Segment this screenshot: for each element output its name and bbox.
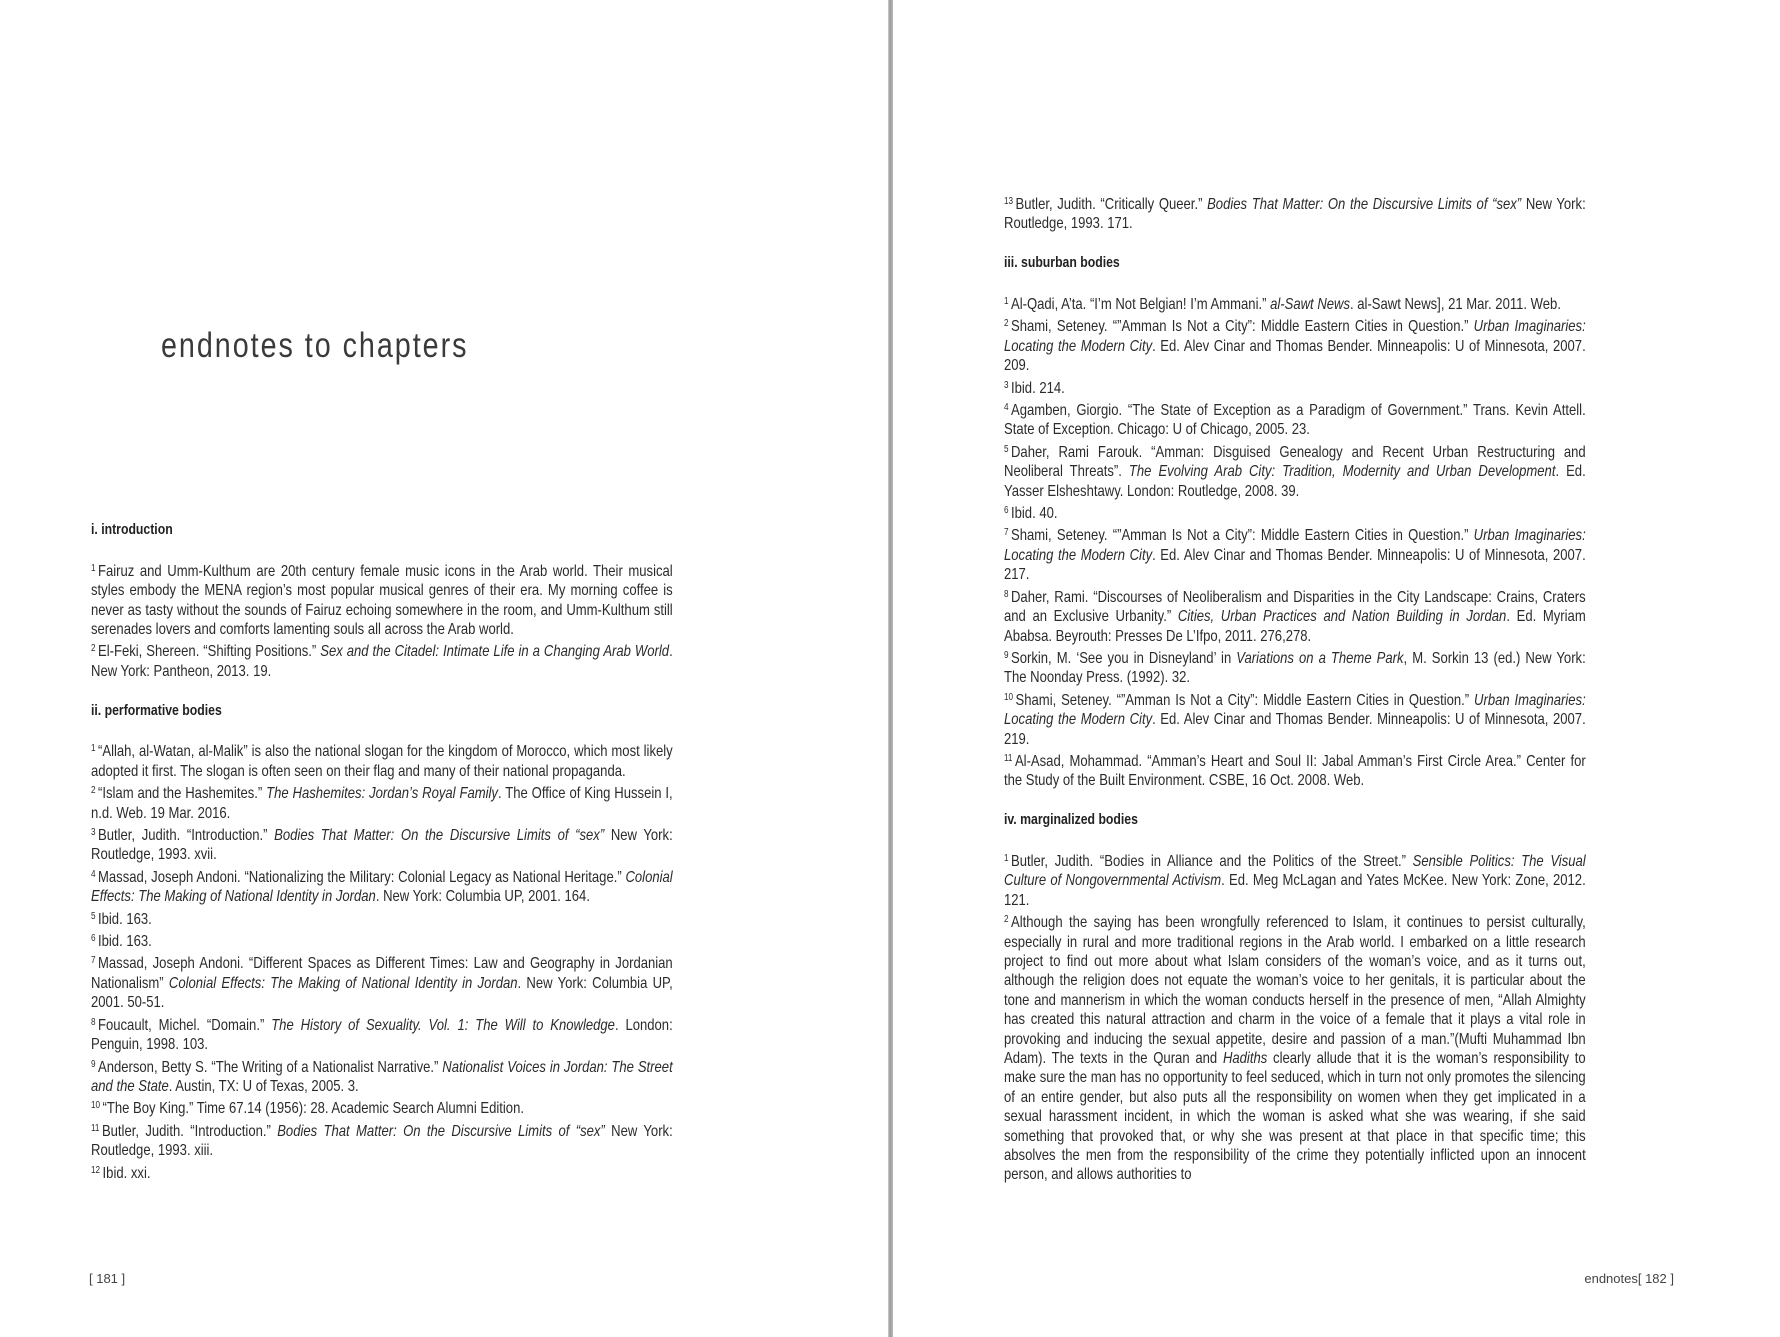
endnote [91,865,673,907]
endnote-text: New York: Routledge, 1993. 171. [1004,196,1586,233]
endnote [1004,523,1586,584]
endnote [91,951,673,1012]
endnote-number: 2 [91,785,96,797]
right-sections [1004,192,1586,1185]
endnote [91,1096,673,1118]
endnote [91,1013,673,1055]
endnote-number: 10 [91,1100,101,1112]
endnote [91,1161,673,1183]
endnote [91,1055,673,1097]
endnote-text: “Allah, al-Watan, al-Malik” is also the national slogan for the kingdom of Morocco, which most likely adopted it first. The slogan is often seen on their flag and many of their national propaganda. [91,743,673,780]
endnote-number: 1 [91,743,96,755]
endnote-title-italic: The Evolving Arab City: Tradition, Modernity and Urban Development [1128,463,1556,481]
endnote-number: 1 [1004,296,1009,307]
endnote-text: Butler, Judith. “Critically Queer.” [1015,196,1208,213]
endnote [91,639,673,681]
endnote-number: 8 [1004,588,1009,600]
endnote-number: 4 [91,868,96,880]
endnote-title-italic: Bodies That Matter: On the Discursive Limits of “sex” [277,1122,605,1140]
endnote-text: . Ed. Meg McLagan and Yates McKee. New York: Zone, 2012. 121. [1004,872,1586,909]
endnote-title-italic: al-Sawt News [1270,296,1351,313]
endnote-text: Daher, Rami Farouk. “Amman: Disguised Genealogy and Recent Urban Restructuring and Neoliberal Threats”. [1004,443,1586,481]
left-sections [91,520,673,1183]
endnote-number: 3 [91,827,96,839]
endnote-text: . New York: Columbia UP, 2001. 164. [375,888,590,906]
endnote-number: 8 [91,1016,96,1028]
endnote-title-italic: Sensible Politics: The Visual Culture of Nongovernmental Activism [1004,852,1586,890]
endnote-text: Agamben, Giorgio. “The State of Exception as a Paradigm of Government.” Trans. Kevin Attell. State of Exception. Chicago: U of Chicago, 2005. 23. [1004,402,1586,439]
endnote-title-italic: Bodies That Matter: On the Discursive Limits of “sex” [274,827,605,845]
endnote-text: Fairuz and Umm-Kulthum are 20th century female music icons in the Arab world. Their musical styles embody the MENA region’s most popular musical genres of their era. My morning coffee is never as tasty without the sounds of Fairuz echoing somewhere in the room, and Umm-Kulthum still serenades lovers and comforts lamenting souls all across the Arab world. [91,562,673,639]
endnote-text: Anderson, Betty S. “The Writing of a Nationalist Narrative.” [97,1058,443,1076]
endnote-number: 2 [1004,318,1009,330]
endnote-number: 6 [91,933,96,945]
endnote [1004,749,1586,791]
endnote-number: 7 [91,955,96,967]
right-page [893,0,1780,1337]
endnote-number: 1 [1004,852,1009,864]
endnote-text: . Ed. Alev Cinar and Thomas Bender. Minneapolis: U of Minnesota, 2007. 217. [1004,546,1586,584]
endnote-text: “The Boy King.” Time 67.14 (1956): 28. Academic Search Alumni Edition. [102,1100,524,1118]
left-page [0,0,888,1337]
endnote-text: . Ed. Yasser Elsheshtawy. London: Routledge, 2008. 39. [1004,463,1586,500]
endnote-number: 5 [91,910,96,922]
endnote-text: , M. Sorkin 13 (ed.) New York: The Noonday Press. (1992). 32. [1004,649,1586,687]
endnote-text: Butler, Judith. “Introduction.” [101,1122,278,1140]
endnote-title-italic: Urban Imaginaries: Locating the Modern City [1004,527,1586,564]
endnote-text: Although the saying has been wrongfully referenced to Islam, it continues to persist culturally, especially in rural and more traditional regions in the Arab world. I embarked on a little research project to find out more about what Islam considers of the woman’s voice, and as it turns out, although the religion does not equate the woman’s voice to her genitals, it is particular about the tone and mannerism in which the woman conducts herself in the presence of men, “Allah Almighty has created this natural attraction and charm in the voice of a female that it plays a vital role in provoking and inducing the sexual appetite, desire and passion of a man.”(Mufti Muhammad Ibn Adam). The texts in the Quran and [1004,914,1586,1067]
endnote [1004,376,1586,398]
endnote [91,929,673,951]
endnote-title-italic: The Hashemites: Jordan’s Royal Family [266,785,498,803]
chapter-heading: endnotes to chapters [161,326,469,365]
endnote [1004,910,1586,1185]
endnote [91,907,673,929]
endnote-text: Massad, Joseph Andoni. “Different Spaces as Different Times: Law and Geography in Jordanian Nationalism” [91,955,673,992]
section-title: iv. marginalized bodies [1004,811,1138,829]
endnote-text: Daher, Rami. “Discourses of Neoliberalism and Disparities in the City Landscape: Crains, Craters and an Exclusive Urbanity.” [1004,588,1586,626]
endnote-text: Butler, Judith. “Bodies in Alliance and the Politics of the Street.” [1010,852,1413,870]
endnote-title-italic: Bodies That Matter: On the Discursive Limits of “sex” [1207,196,1522,213]
endnote-text: Ibid. 40. [1010,505,1058,523]
page-number-right: endnotes[ 182 ] [1584,1271,1674,1286]
endnote-text: . New York: Pantheon, 2013. 19. [91,643,673,680]
endnote-title-italic: Sex and the Citadel: Intimate Life in a Changing Arab World [320,643,670,661]
endnote-number: 2 [91,643,96,655]
endnote-title-italic: Cities, Urban Practices and Nation Building in Jordan [1177,608,1507,626]
endnote-list [1004,292,1586,791]
endnote-text: “Islam and the Hashemites.” [97,785,267,803]
endnote-title-italic: Hadiths [1222,1050,1268,1067]
endnote-list [1004,849,1586,1185]
endnote-text: Massad, Joseph Andoni. “Nationalizing the Military: Colonial Legacy as National Heritage.” [97,868,626,886]
endnote-text: Ibid. xxi. [102,1164,151,1182]
endnote [91,1119,673,1161]
section-title: iii. suburban bodies [1004,254,1120,272]
endnote-text: Shami, Seteney. “”Amman Is Not a City”: Middle Eastern Cities in Question.” [1010,527,1474,545]
endnote-list [1004,192,1586,234]
endnote-text: Shami, Seteney. “”Amman Is Not a City”: Middle Eastern Cities in Question.” [1010,318,1474,336]
section-title: i. introduction [91,521,173,538]
endnote [91,823,673,865]
endnote-text: Shami, Seteney. “”Amman Is Not a City”: Middle Eastern Cities in Question.” [1015,691,1475,709]
endnote-number: 1 [91,562,96,574]
endnote-title-italic: Urban Imaginaries: Locating the Modern City [1004,691,1586,729]
endnote-list [91,559,673,681]
endnote-text: New York: Routledge, 1993. xiii. [91,1122,673,1160]
endnote-text: Butler, Judith. “Introduction.” [97,827,275,845]
endnote-text: . al-Sawt News], 21 Mar. 2011. Web. [1350,296,1561,313]
endnote-number: 13 [1004,196,1014,207]
endnote-number: 11 [91,1122,100,1134]
endnote-number: 3 [1004,379,1009,391]
endnote [1004,849,1586,910]
endnote-text: . New York: Columbia UP, 2001. 50-51. [91,974,673,1012]
endnote [1004,292,1586,314]
endnote-title-italic: Colonial Effects: The Making of National Identity in Jordan [168,974,518,992]
endnote [91,781,673,823]
endnote-text: . Ed. Alev Cinar and Thomas Bender. Minneapolis: U of Minnesota, 2007. 219. [1004,711,1586,748]
endnote-text: Ibid. 214. [1010,379,1065,397]
endnote [1004,192,1586,234]
endnote [91,559,673,640]
endnote [1004,314,1586,375]
endnote [91,739,673,781]
endnote-number: 9 [91,1058,96,1070]
endnote-number: 2 [1004,914,1009,926]
endnote-text: Ibid. 163. [97,910,152,928]
section-title: ii. performative bodies [91,701,222,719]
endnote-text: Foucault, Michel. “Domain.” [97,1016,272,1034]
endnote-title-italic: The History of Sexuality. Vol. 1: The Will to Knowledge [271,1016,615,1034]
endnote [1004,501,1586,523]
endnote [1004,688,1586,749]
endnote [1004,398,1586,440]
endnote-text: Al-Qadi, A’ta. “I’m Not Belgian! I’m Ammani.” [1010,296,1271,313]
endnote-text: . London: Penguin, 1998. 103. [91,1016,673,1054]
endnote-text: New York: Routledge, 1993. xvii. [91,827,673,864]
endnote-text: Sorkin, M. ‘See you in Disneyland’ in [1010,649,1237,667]
endnote [1004,646,1586,688]
endnote-text: . The Office of King Hussein I, n.d. Web. 19 Mar. 2016. [91,785,673,822]
endnote-number: 4 [1004,402,1009,414]
endnote-text: clearly allude that it is the woman’s responsibility to make sure the man has no opportunity to feel seduced, which in turn not only promotes the silencing of an entire gender, but also puts all the responsibility on women when they get implicated in a sexual harassment incident, in which the woman is asked what she was wearing, if she said something that provoked that, or why she was present at that place in that specific time; this absolves the men from the responsibility of the crime they potentially inflicted upon an innocent person, and allows authorities to [1004,1050,1586,1184]
endnote-text: Ibid. 163. [97,933,152,951]
endnote-number: 11 [1004,752,1013,764]
endnote-number: 12 [91,1164,101,1176]
endnote [1004,440,1586,501]
endnote-text: . Ed. Myriam Ababsa. Beyrouth: Presses De L’Ifpo, 2011. 276,278. [1004,608,1586,645]
endnote-title-italic: Variations on a Theme Park [1236,649,1404,667]
endnote-number: 9 [1004,649,1009,661]
endnote [1004,585,1586,646]
endnote-text: . Ed. Alev Cinar and Thomas Bender. Minneapolis: U of Minnesota, 2007. 209. [1004,337,1586,375]
endnote-text: Al-Asad, Mohammad. “Amman’s Heart and Soul II: Jabal Amman’s First Circle Area.” Center for the Study of the Built Environment. CSBE, 16 Oct. 2008. Web. [1004,752,1586,790]
left-endnotes-column [91,520,673,1202]
endnote-title-italic: Urban Imaginaries: Locating the Modern City [1004,318,1586,355]
endnote-title-italic: Colonial Effects: The Making of National Identity in Jordan [91,868,673,906]
endnote-number: 10 [1004,691,1014,703]
endnote-number: 5 [1004,443,1009,455]
right-endnotes-column [1004,192,1586,1204]
endnote-number: 6 [1004,505,1009,517]
endnote-text: . Austin, TX: U of Texas, 2005. 3. [168,1077,359,1095]
endnote-text: El-Feki, Shereen. “Shifting Positions.” [97,643,321,661]
endnote-number: 7 [1004,527,1009,539]
page-number-left: [ 181 ] [89,1271,126,1286]
endnote-list [91,739,673,1183]
endnote-title-italic: Nationalist Voices in Jordan: The Street and the State [91,1058,673,1095]
